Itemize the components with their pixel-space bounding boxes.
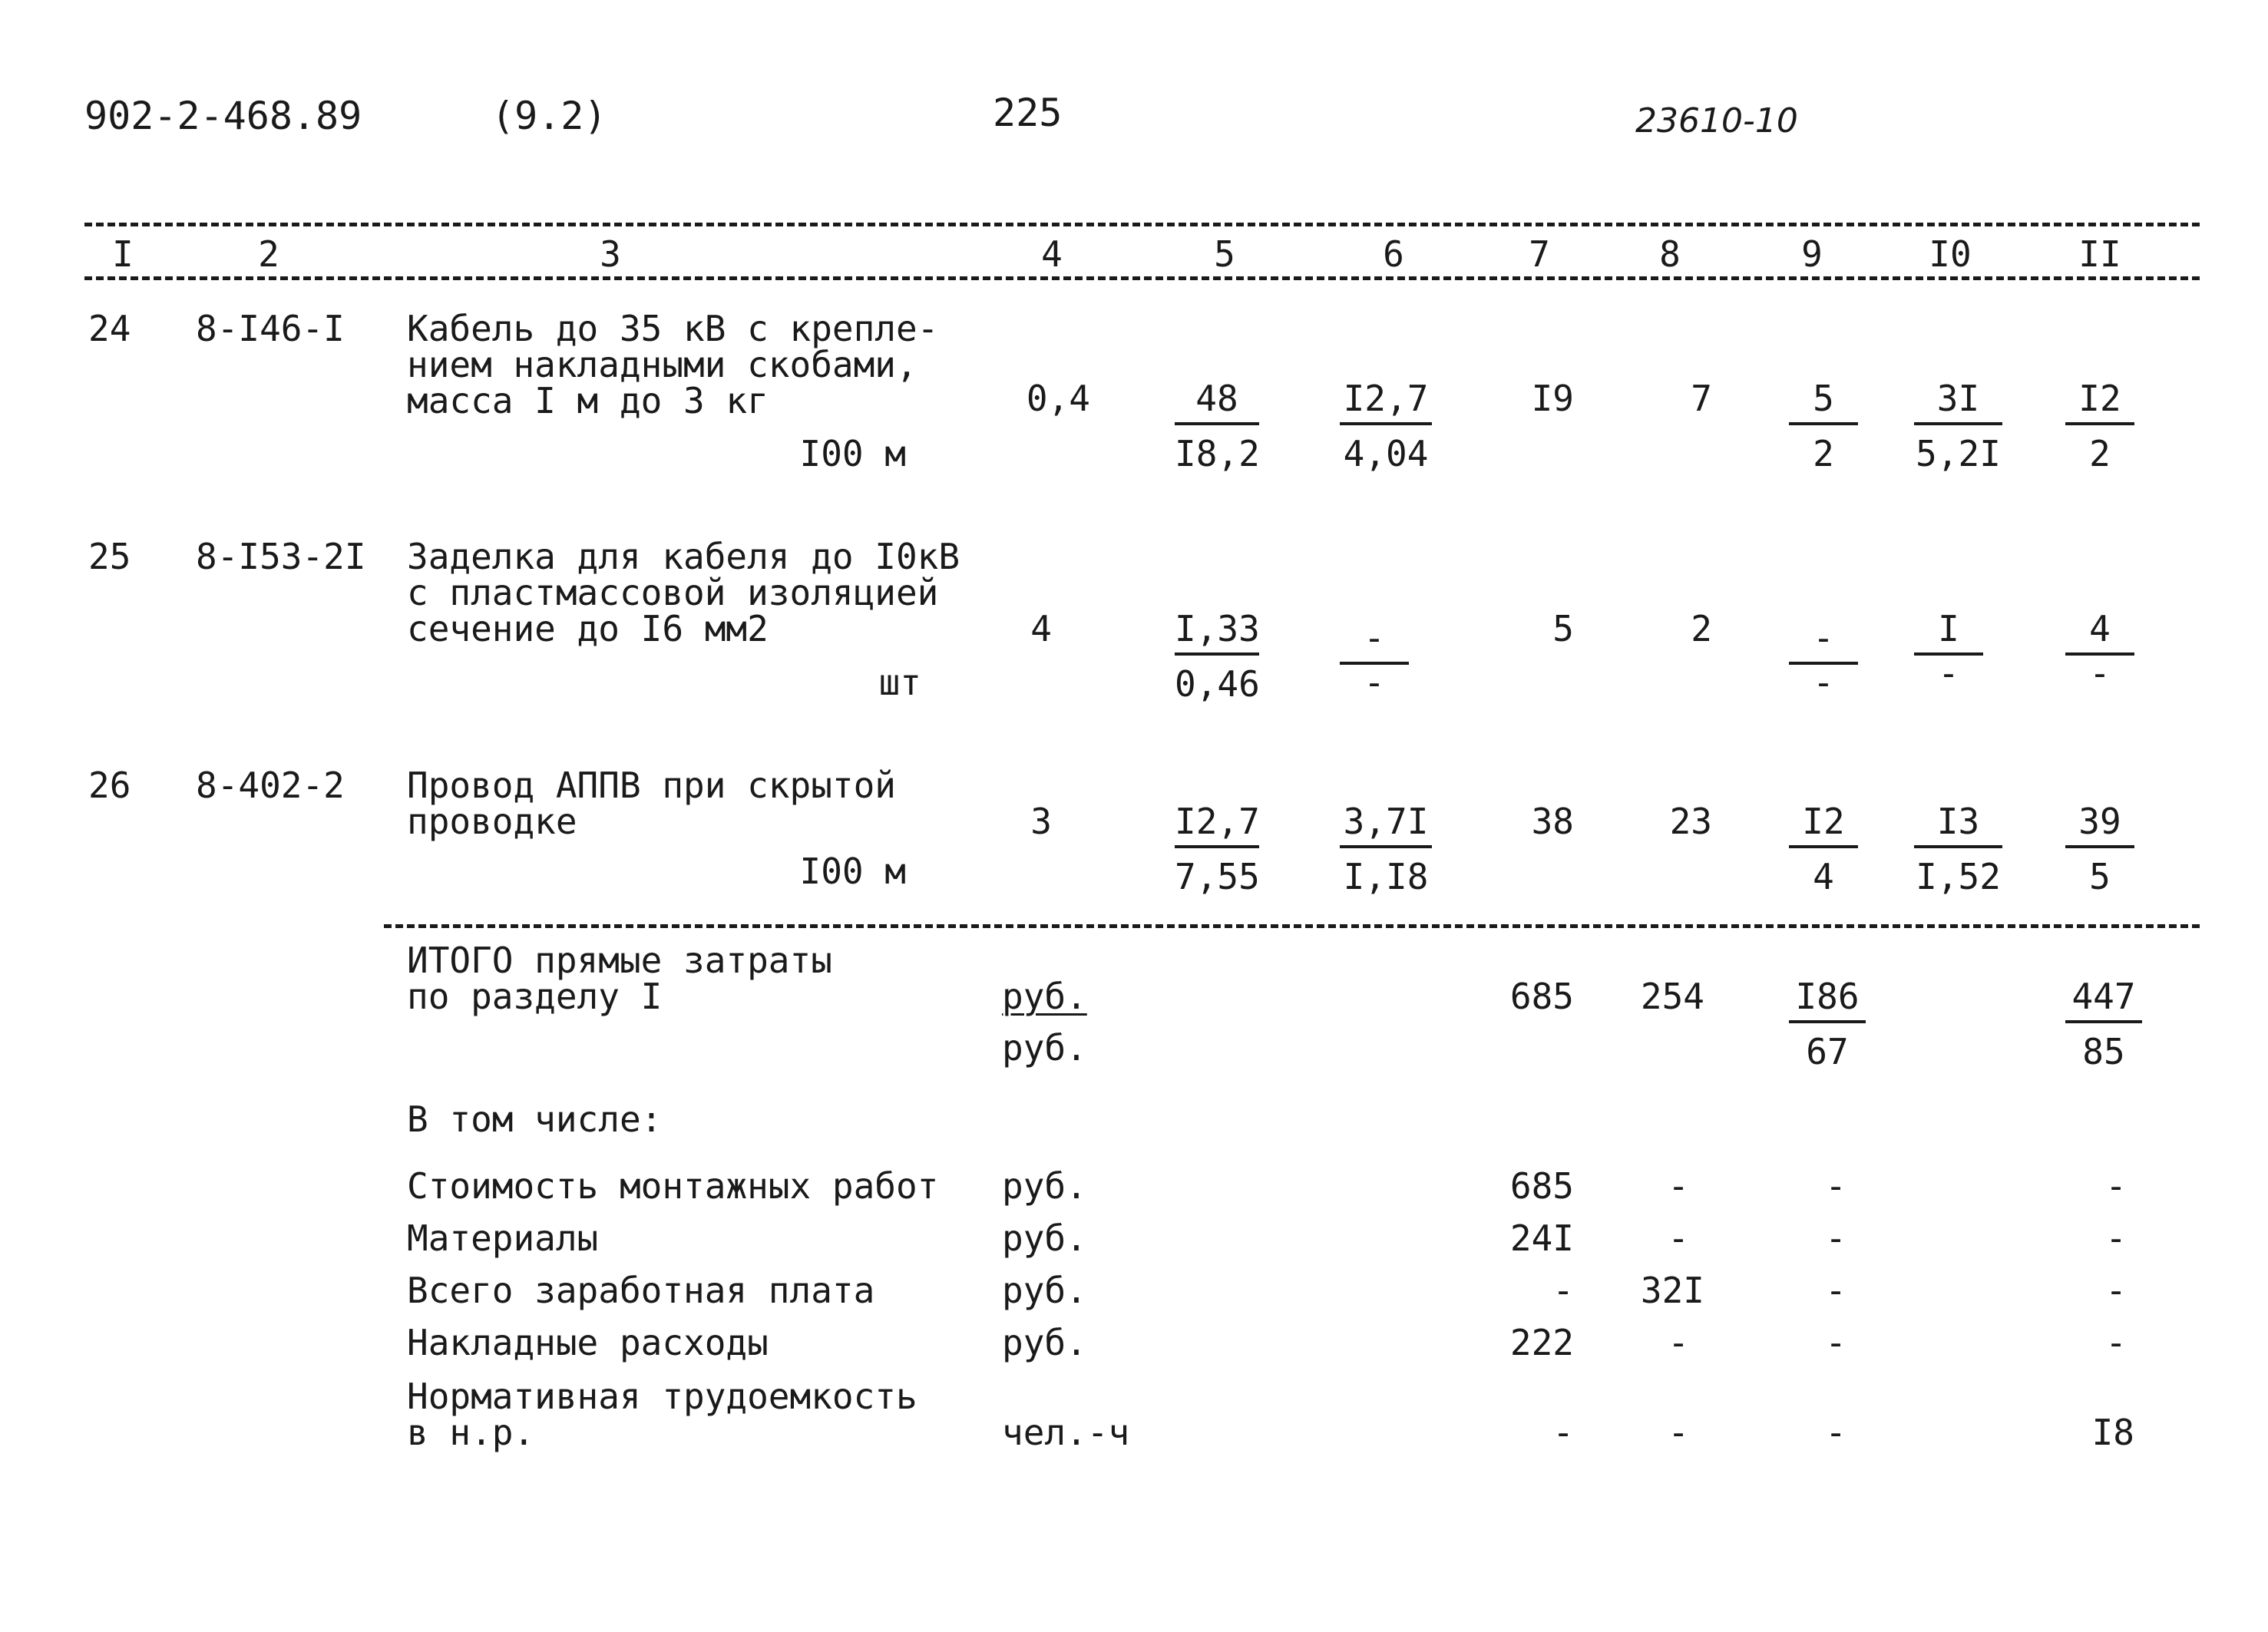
row-26-col6-top: 3,7I [1340, 804, 1432, 848]
breakdown-col7-materials: 24I [1509, 1217, 1574, 1259]
row-26-desc-line2: проводке [407, 801, 577, 842]
col-header-1: I [112, 233, 134, 275]
row-25-col4: 4 [1030, 608, 1052, 649]
col-header-5: 5 [1214, 233, 1235, 275]
breakdown-unit-wages: руб. [1002, 1270, 1087, 1311]
col-header-7: 7 [1529, 233, 1550, 275]
breakdown-col9-installation: - [1825, 1165, 1846, 1207]
row-25-desc-line1: Заделка для кабеля до I0кВ [407, 536, 960, 577]
row-25-col10-bottom: - [1938, 652, 1959, 694]
breakdown-col11-materials: - [2105, 1217, 2127, 1259]
row-25-col6 [1340, 617, 1409, 703]
document-code: 902-2-468.89 [84, 94, 362, 138]
row-24-col5-bottom: I8,2 [1175, 433, 1260, 474]
row-24-desc-line3: масса I м до 3 кг [407, 380, 769, 421]
row-24-col11 [2065, 378, 2134, 474]
row-25-col8: 2 [1691, 608, 1712, 649]
row-26-col5-top: I2,7 [1175, 804, 1259, 848]
totals-label-line1: ИТОГО прямые затраты [407, 940, 832, 981]
row-25-col5-top: I,33 [1175, 611, 1259, 656]
row-26-col10 [1914, 801, 2002, 897]
col-header-11: II [2078, 233, 2121, 275]
col-header-3: 3 [600, 233, 621, 275]
row-25-desc-line2: с пластмассовой изоляцией [407, 572, 939, 613]
row-24-code: 8-I46-I [196, 308, 345, 349]
row-25-col9 [1789, 617, 1858, 703]
row-24-col6 [1340, 378, 1432, 474]
breakdown-label-materials: Материалы [407, 1217, 599, 1259]
row-24-col7: I9 [1531, 378, 1574, 419]
col-header-2: 2 [258, 233, 279, 275]
row-26-col6 [1340, 801, 1432, 897]
breakdown-col8-overhead: - [1668, 1322, 1689, 1363]
breakdown-col8-materials: - [1668, 1217, 1689, 1259]
row-25-col5-bottom: 0,46 [1175, 663, 1260, 705]
breakdown-col11-wages: - [2105, 1270, 2127, 1311]
row-24-col6-top: I2,7 [1340, 381, 1432, 425]
breakdown-col9-overhead: - [1825, 1322, 1846, 1363]
breakdown-unit-materials: руб. [1002, 1217, 1087, 1259]
totals-col8: 254 [1640, 976, 1704, 1017]
totals-col9-top: I86 [1789, 979, 1866, 1023]
col-header-8: 8 [1659, 233, 1681, 275]
row-24-col8: 7 [1691, 378, 1712, 419]
breakdown-col11-installation: - [2105, 1165, 2127, 1207]
totals-label-line2: по разделу I [407, 976, 663, 1017]
row-25-col11 [2065, 608, 2134, 694]
row-26-col11-bottom: 5 [2089, 856, 2111, 897]
breakdown-col7-wages: - [1552, 1270, 1574, 1311]
totals-col7: 685 [1509, 976, 1574, 1017]
totals-col11-bottom: 85 [2082, 1031, 2125, 1072]
row-25-col5 [1175, 608, 1260, 705]
breakdown-col7-labor: - [1552, 1412, 1574, 1453]
row-24-desc-line1: Кабель до 35 кВ с крепле- [407, 308, 939, 349]
row-26-code: 8-402-2 [196, 765, 345, 806]
row-26-number: 26 [88, 765, 131, 806]
row-26-col4: 3 [1030, 801, 1052, 842]
including-label: В том числе: [407, 1098, 663, 1140]
row-25-col11-top: 4 [2065, 611, 2134, 656]
col-header-4: 4 [1041, 233, 1063, 275]
row-24-col9 [1789, 378, 1858, 474]
breakdown-label-labor-line1: Нормативная трудоемкость [407, 1376, 917, 1417]
row-26-col8: 23 [1669, 801, 1712, 842]
row-25-col11-bottom: - [2089, 652, 2111, 694]
totals-col9-bottom: 67 [1806, 1031, 1849, 1072]
row-26-col5-bottom: 7,55 [1175, 856, 1260, 897]
breakdown-label-wages: Всего заработная плата [407, 1270, 875, 1311]
handwritten-number: 23610-10 [1635, 101, 1798, 140]
totals-col9 [1789, 976, 1866, 1072]
col-header-6: 6 [1383, 233, 1404, 275]
col-header-9: 9 [1801, 233, 1823, 275]
row-24-col9-top: 5 [1789, 381, 1858, 425]
row-26-col9 [1789, 801, 1858, 897]
totals-col11 [2065, 976, 2142, 1072]
row-26-desc-line1: Провод АППВ при скрытой [407, 765, 896, 806]
breakdown-unit-labor: чел.-ч [1002, 1412, 1130, 1453]
row-24-col5 [1175, 378, 1260, 474]
header-bottom-rule [84, 276, 2200, 280]
totals-unit-upper: руб. [1002, 976, 1087, 1017]
row-25-col6-top: - [1340, 620, 1409, 665]
row-25-number: 25 [88, 536, 131, 577]
breakdown-label-installation: Стоимость монтажных работ [407, 1165, 939, 1207]
breakdown-unit-installation: руб. [1002, 1165, 1087, 1207]
header-top-rule [84, 223, 2200, 226]
row-26-unit: I00 м [799, 851, 906, 892]
breakdown-label-labor-line2: в н.р. [407, 1412, 535, 1453]
row-24-col11-top: I2 [2065, 381, 2134, 425]
row-24-col10-bottom: 5,2I [1916, 433, 2001, 474]
row-26-col11-top: 39 [2065, 804, 2134, 848]
row-25-col10-top: I [1914, 611, 1983, 656]
breakdown-col9-wages: - [1825, 1270, 1846, 1311]
breakdown-col9-materials: - [1825, 1217, 1846, 1259]
breakdown-col11-labor: I8 [2091, 1412, 2134, 1453]
row-24-col4: 0,4 [1026, 378, 1090, 419]
row-24-col10-top: 3I [1914, 381, 2002, 425]
breakdown-label-overhead: Накладные расходы [407, 1322, 769, 1363]
row-25-col7: 5 [1552, 608, 1574, 649]
row-24-col6-bottom: 4,04 [1343, 433, 1429, 474]
row-25-col9-bottom: - [1813, 662, 1834, 703]
row-25-code: 8-I53-2I [196, 536, 366, 577]
breakdown-col8-wages: 32I [1640, 1270, 1704, 1311]
row-26-col9-bottom: 4 [1813, 856, 1834, 897]
row-26-col10-top: I3 [1914, 804, 2002, 848]
row-24-col9-bottom: 2 [1813, 433, 1834, 474]
row-25-col6-bottom: - [1364, 662, 1385, 703]
breakdown-col11-overhead: - [2105, 1322, 2127, 1363]
row-24-number: 24 [88, 308, 131, 349]
breakdown-col7-overhead: 222 [1509, 1322, 1574, 1363]
row-25-desc-line3: сечение до I6 мм2 [407, 608, 769, 649]
row-26-col11 [2065, 801, 2134, 897]
breakdown-col7-installation: 685 [1509, 1165, 1574, 1207]
col-header-10: I0 [1929, 233, 1972, 275]
page-number: 225 [993, 91, 1063, 135]
row-24-unit: I00 м [799, 433, 906, 474]
row-26-col5 [1175, 801, 1260, 897]
row-24-desc-line2: нием накладными скобами, [407, 344, 917, 385]
row-25-col9-top: - [1789, 620, 1858, 665]
totals-col11-top: 447 [2065, 979, 2142, 1023]
row-24-col10 [1914, 378, 2002, 474]
totals-rule [384, 924, 2200, 928]
breakdown-col8-installation: - [1668, 1165, 1689, 1207]
row-25-col10 [1914, 608, 1983, 694]
row-26-col10-bottom: I,52 [1916, 856, 2001, 897]
row-26-col9-top: I2 [1789, 804, 1858, 848]
totals-unit-lower: руб. [1002, 1027, 1087, 1069]
row-25-unit: шт [878, 662, 921, 703]
row-24-col11-bottom: 2 [2089, 433, 2111, 474]
row-24-col5-top: 48 [1175, 381, 1259, 425]
breakdown-unit-overhead: руб. [1002, 1322, 1087, 1363]
row-26-col7: 38 [1531, 801, 1574, 842]
section-number: (9.2) [491, 94, 607, 138]
row-26-col6-bottom: I,I8 [1343, 856, 1429, 897]
breakdown-col8-labor: - [1668, 1412, 1689, 1453]
breakdown-col9-labor: - [1825, 1412, 1846, 1453]
